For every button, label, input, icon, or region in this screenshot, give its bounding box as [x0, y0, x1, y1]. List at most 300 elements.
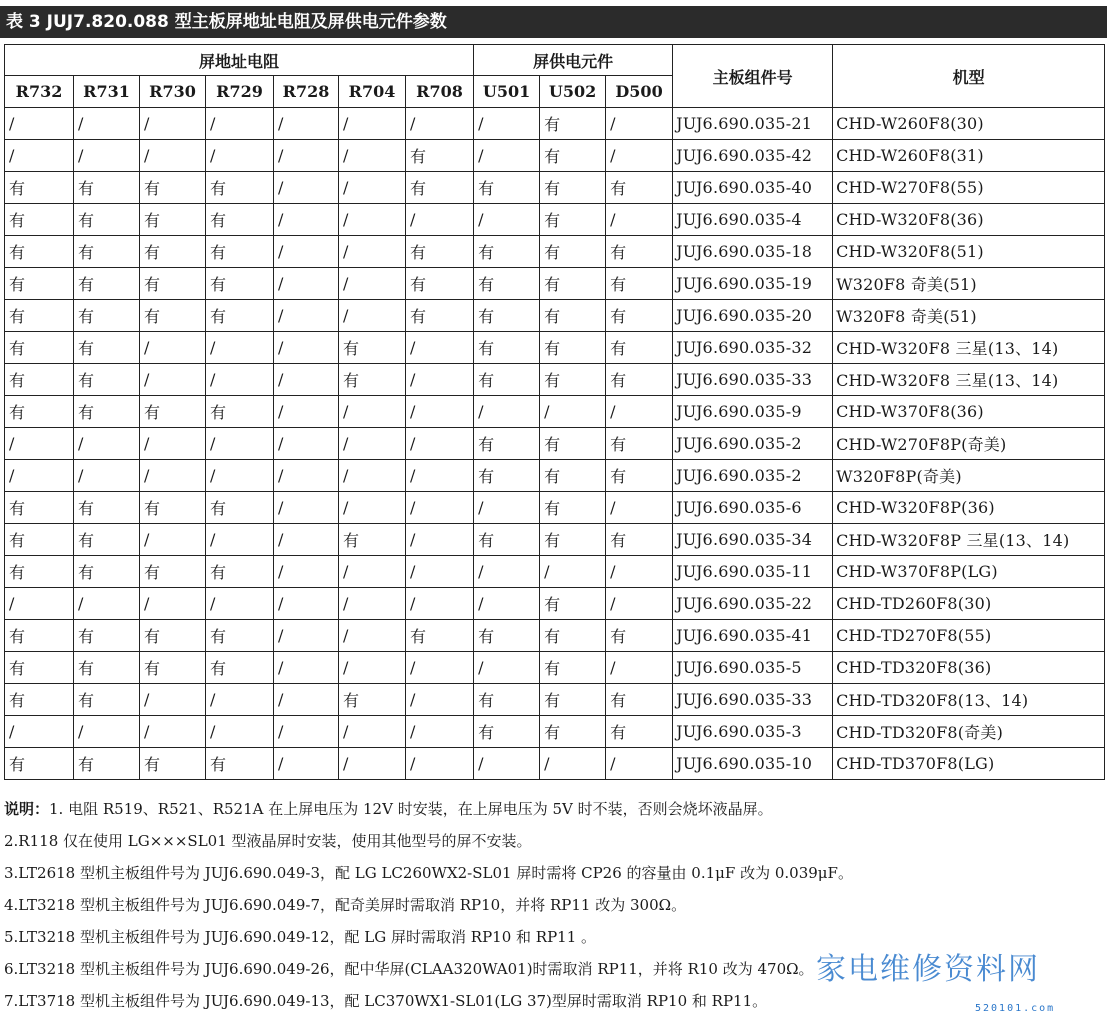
model-cell: CHD-TD370F8(LG)	[833, 748, 1105, 780]
table-cell: 有	[606, 172, 673, 204]
table-cell: /	[406, 716, 474, 748]
table-cell: /	[606, 396, 673, 428]
table-cell: /	[606, 748, 673, 780]
table-cell: 有	[474, 364, 540, 396]
table-row	[5, 748, 1105, 780]
table-cell: /	[540, 748, 606, 780]
table-cell: 有	[540, 140, 606, 172]
table-cell: /	[274, 332, 339, 364]
table-cell: 有	[540, 268, 606, 300]
table-cell: 有	[540, 652, 606, 684]
table-cell: /	[274, 396, 339, 428]
table-cell: /	[74, 460, 140, 492]
table-cell: /	[74, 716, 140, 748]
table-cell: 有	[206, 268, 274, 300]
table-cell: /	[274, 428, 339, 460]
table-cell: 有	[206, 236, 274, 268]
table-cell: /	[339, 172, 406, 204]
model-cell: CHD-TD320F8(36)	[833, 652, 1105, 684]
table-cell: 有	[540, 620, 606, 652]
table-cell: 有	[5, 300, 74, 332]
table-cell: /	[206, 524, 274, 556]
board-number-cell: JUJ6.690.035-18	[673, 236, 833, 268]
table-cell: 有	[74, 268, 140, 300]
table-cell: 有	[206, 492, 274, 524]
model-cell: CHD-TD270F8(55)	[833, 620, 1105, 652]
table-cell: 有	[339, 524, 406, 556]
table-cell: /	[406, 108, 474, 140]
board-number-cell: JUJ6.690.035-10	[673, 748, 833, 780]
table-cell: /	[339, 140, 406, 172]
table-cell: 有	[474, 716, 540, 748]
table-cell: /	[474, 396, 540, 428]
model-cell: W320F8P(奇美)	[833, 460, 1105, 492]
table-cell: /	[406, 556, 474, 588]
watermark-url: 520101.com	[975, 1003, 1056, 1014]
table-cell: 有	[606, 300, 673, 332]
table-cell: /	[274, 364, 339, 396]
power-group-header: 屏供电元件	[474, 45, 673, 76]
board-number-cell: JUJ6.690.035-41	[673, 620, 833, 652]
table-cell: /	[274, 652, 339, 684]
table-cell: 有	[74, 684, 140, 716]
model-cell: CHD-W260F8(30)	[833, 108, 1105, 140]
table-cell: 有	[606, 332, 673, 364]
resistor-group-header: 屏地址电阻	[5, 45, 474, 76]
table-row	[5, 620, 1105, 652]
notes-label: 说明：	[4, 800, 50, 818]
table-cell: 有	[74, 396, 140, 428]
board-number-cell: JUJ6.690.035-40	[673, 172, 833, 204]
table-cell: 有	[606, 364, 673, 396]
table-cell: 有	[74, 172, 140, 204]
column-header: R729	[206, 76, 274, 108]
table-cell: /	[339, 652, 406, 684]
table-cell: 有	[5, 396, 74, 428]
table-cell: /	[406, 396, 474, 428]
note-line-1	[4, 793, 1104, 825]
table-cell: 有	[74, 492, 140, 524]
model-cell: CHD-W320F8P(36)	[833, 492, 1105, 524]
board-number-cell: JUJ6.690.035-4	[673, 204, 833, 236]
table-row	[5, 332, 1105, 364]
table-row	[5, 140, 1105, 172]
table-cell: 有	[206, 396, 274, 428]
table-cell: /	[606, 652, 673, 684]
table-cell: /	[140, 140, 206, 172]
table-row	[5, 556, 1105, 588]
table-cell: 有	[5, 172, 74, 204]
table-cell: /	[339, 428, 406, 460]
table-cell: /	[406, 332, 474, 364]
table-cell: /	[74, 588, 140, 620]
table-cell: /	[339, 556, 406, 588]
table-cell: /	[140, 364, 206, 396]
table-row	[5, 428, 1105, 460]
table-cell: /	[339, 716, 406, 748]
table-cell: 有	[406, 172, 474, 204]
table-cell: /	[140, 524, 206, 556]
model-cell: CHD-W320F8 三星(13、14)	[833, 332, 1105, 364]
model-cell: W320F8 奇美(51)	[833, 300, 1105, 332]
table-cell: /	[206, 716, 274, 748]
table-cell: 有	[606, 620, 673, 652]
table-cell: 有	[474, 460, 540, 492]
table-cell: 有	[140, 172, 206, 204]
note-line-7: 7.LT3718 型机主板组件号为 JUJ6.690.049-13，配 LC370WX1-SL01(LG 37)型屏时需取消 RP10 和 RP11。	[4, 992, 768, 1010]
column-header: R704	[339, 76, 406, 108]
table-cell: /	[206, 108, 274, 140]
board-number-cell: JUJ6.690.035-3	[673, 716, 833, 748]
board-number-cell: JUJ6.690.035-2	[673, 460, 833, 492]
table-cell: /	[606, 492, 673, 524]
table-cell: 有	[206, 204, 274, 236]
board-number-cell: JUJ6.690.035-42	[673, 140, 833, 172]
column-header: R731	[74, 76, 140, 108]
table-cell: /	[5, 460, 74, 492]
table-cell: 有	[606, 716, 673, 748]
table-cell: /	[540, 396, 606, 428]
table-cell: /	[606, 588, 673, 620]
table-cell: /	[274, 748, 339, 780]
table-row	[5, 524, 1105, 556]
table-cell: /	[274, 172, 339, 204]
board-number-cell: JUJ6.690.035-9	[673, 396, 833, 428]
table-cell: 有	[74, 652, 140, 684]
table-cell: 有	[74, 300, 140, 332]
table-cell: 有	[140, 748, 206, 780]
table-cell: 有	[606, 236, 673, 268]
table-cell: 有	[74, 524, 140, 556]
table-cell: /	[606, 108, 673, 140]
table-cell: 有	[74, 364, 140, 396]
table-cell: 有	[406, 300, 474, 332]
model-cell: CHD-W370F8(36)	[833, 396, 1105, 428]
table-body	[5, 108, 1105, 780]
table-cell: 有	[74, 620, 140, 652]
table-cell: /	[474, 652, 540, 684]
board-number-cell: JUJ6.690.035-20	[673, 300, 833, 332]
table-cell: /	[274, 108, 339, 140]
table-row	[5, 268, 1105, 300]
table-cell: /	[274, 716, 339, 748]
model-cell: CHD-TD320F8(奇美)	[833, 716, 1105, 748]
table-row	[5, 300, 1105, 332]
table-cell: 有	[606, 684, 673, 716]
table-cell: /	[206, 332, 274, 364]
table-cell: /	[339, 268, 406, 300]
table-cell: 有	[540, 172, 606, 204]
table-row	[5, 172, 1105, 204]
table-cell: /	[274, 236, 339, 268]
model-cell: CHD-W370F8P(LG)	[833, 556, 1105, 588]
table-cell: 有	[5, 524, 74, 556]
table-cell: 有	[474, 332, 540, 364]
table-cell: /	[140, 588, 206, 620]
table-cell: 有	[474, 620, 540, 652]
table-cell: 有	[5, 364, 74, 396]
table-cell: /	[274, 556, 339, 588]
table-cell: /	[474, 748, 540, 780]
table-cell: /	[606, 204, 673, 236]
table-cell: 有	[540, 364, 606, 396]
table-cell: /	[274, 300, 339, 332]
table-cell: /	[339, 236, 406, 268]
table-title: 表 3 JUJ7.820.088 型主板屏地址电阻及屏供电元件参数	[0, 6, 1107, 38]
table-cell: /	[74, 428, 140, 460]
note-line-6: 6.LT3218 型机主板组件号为 JUJ6.690.049-26，配中华屏(CLAA320WA01)时需取消 RP11，并将 R10 改为 470Ω。	[4, 960, 814, 978]
table-cell: 有	[5, 556, 74, 588]
table-row	[5, 684, 1105, 716]
table-cell: /	[339, 108, 406, 140]
table-cell: 有	[140, 236, 206, 268]
table-cell: /	[74, 108, 140, 140]
column-header: R728	[274, 76, 339, 108]
table-cell: /	[474, 588, 540, 620]
board-number-cell: JUJ6.690.035-33	[673, 364, 833, 396]
table-cell: /	[274, 684, 339, 716]
table-cell: 有	[206, 620, 274, 652]
table-cell: /	[140, 332, 206, 364]
table-cell: /	[5, 588, 74, 620]
table-cell: 有	[540, 460, 606, 492]
table-cell: 有	[406, 620, 474, 652]
note-line-2: 2.R118 仅在使用 LG×××SL01 型液晶屏时安装，使用其他型号的屏不安装。	[4, 832, 532, 850]
table-cell: 有	[206, 652, 274, 684]
table-cell: /	[140, 684, 206, 716]
table-cell: 有	[406, 268, 474, 300]
watermark-logo: 家电维修资料网	[816, 952, 1040, 987]
table-cell: /	[406, 204, 474, 236]
column-header: U501	[474, 76, 540, 108]
note-line-5: 5.LT3218 型机主板组件号为 JUJ6.690.049-12，配 LG 屏时需取消 RP10 和 RP11 。	[4, 928, 597, 946]
table-cell: /	[339, 396, 406, 428]
table-cell: 有	[5, 652, 74, 684]
parameter-table	[4, 44, 1105, 780]
board-number-cell: JUJ6.690.035-5	[673, 652, 833, 684]
board-number-cell: JUJ6.690.035-19	[673, 268, 833, 300]
table-cell: 有	[5, 492, 74, 524]
note-text: 1. 电阻 R519、R521、R521A 在上屏电压为 12V 时安装，在上屏电压为 5V 时不装，否则会烧坏液晶屏。	[49, 800, 773, 818]
table-cell: /	[5, 716, 74, 748]
model-cell: CHD-W320F8(51)	[833, 236, 1105, 268]
table-cell: 有	[5, 684, 74, 716]
table-cell: 有	[474, 172, 540, 204]
table-cell: /	[474, 108, 540, 140]
table-cell: 有	[606, 524, 673, 556]
table-cell: 有	[206, 556, 274, 588]
table-cell: 有	[74, 204, 140, 236]
table-cell: 有	[74, 748, 140, 780]
table-cell: /	[206, 588, 274, 620]
table-cell: /	[406, 524, 474, 556]
table-cell: 有	[540, 684, 606, 716]
table-cell: /	[74, 140, 140, 172]
table-cell: /	[406, 748, 474, 780]
table-cell: /	[540, 556, 606, 588]
board-number-cell: JUJ6.690.035-34	[673, 524, 833, 556]
table-cell: 有	[540, 716, 606, 748]
table-row	[5, 716, 1105, 748]
table-row	[5, 108, 1105, 140]
table-cell: 有	[474, 428, 540, 460]
table-cell: /	[339, 492, 406, 524]
table-cell: 有	[606, 428, 673, 460]
table-cell: 有	[540, 492, 606, 524]
table-cell: /	[274, 204, 339, 236]
table-cell: 有	[540, 428, 606, 460]
table-cell: /	[206, 428, 274, 460]
column-header: D500	[606, 76, 673, 108]
column-header: R732	[5, 76, 74, 108]
board-number-cell: JUJ6.690.035-33	[673, 684, 833, 716]
table-cell: 有	[140, 300, 206, 332]
table-cell: 有	[540, 236, 606, 268]
board-number-header: 主板组件号	[673, 45, 833, 108]
table-row	[5, 460, 1105, 492]
table-cell: /	[140, 460, 206, 492]
column-header: U502	[540, 76, 606, 108]
table-cell: /	[406, 684, 474, 716]
table-cell: 有	[606, 460, 673, 492]
table-cell: 有	[140, 556, 206, 588]
table-cell: 有	[206, 300, 274, 332]
table-cell: 有	[474, 684, 540, 716]
table-cell: /	[274, 268, 339, 300]
table-cell: /	[274, 588, 339, 620]
table-cell: 有	[406, 140, 474, 172]
model-header: 机型	[833, 45, 1105, 108]
note-line-4: 4.LT3218 型机主板组件号为 JUJ6.690.049-7，配奇美屏时需取消 RP10，并将 RP11 改为 300Ω。	[4, 896, 687, 914]
board-number-cell: JUJ6.690.035-22	[673, 588, 833, 620]
table-cell: 有	[540, 332, 606, 364]
model-cell: CHD-W270F8(55)	[833, 172, 1105, 204]
model-cell: CHD-W320F8(36)	[833, 204, 1105, 236]
table-row	[5, 396, 1105, 428]
table-cell: 有	[474, 268, 540, 300]
table-cell: /	[339, 748, 406, 780]
table-cell: 有	[5, 268, 74, 300]
board-number-cell: JUJ6.690.035-6	[673, 492, 833, 524]
table-cell: 有	[406, 236, 474, 268]
table-row	[5, 236, 1105, 268]
table-cell: 有	[140, 492, 206, 524]
table-cell: 有	[5, 236, 74, 268]
table-cell: 有	[606, 268, 673, 300]
table-cell: /	[206, 364, 274, 396]
table-cell: /	[339, 204, 406, 236]
table-row	[5, 588, 1105, 620]
table-cell: /	[140, 716, 206, 748]
board-number-cell: JUJ6.690.035-32	[673, 332, 833, 364]
table-cell: 有	[5, 620, 74, 652]
table-cell: 有	[140, 396, 206, 428]
table-cell: /	[140, 108, 206, 140]
table-cell: 有	[74, 556, 140, 588]
model-cell: CHD-W320F8 三星(13、14)	[833, 364, 1105, 396]
table-cell: 有	[5, 748, 74, 780]
table-cell: /	[474, 204, 540, 236]
table-cell: /	[406, 492, 474, 524]
table-cell: /	[206, 140, 274, 172]
table-cell: /	[140, 428, 206, 460]
model-cell: CHD-W270F8P(奇美)	[833, 428, 1105, 460]
table-cell: 有	[339, 332, 406, 364]
table-cell: 有	[74, 332, 140, 364]
model-cell: W320F8 奇美(51)	[833, 268, 1105, 300]
table-cell: 有	[206, 748, 274, 780]
table-cell: 有	[540, 300, 606, 332]
model-cell: CHD-W320F8P 三星(13、14)	[833, 524, 1105, 556]
table-cell: /	[274, 524, 339, 556]
table-cell: 有	[74, 236, 140, 268]
table-cell: 有	[140, 268, 206, 300]
table-cell: /	[406, 428, 474, 460]
table-row	[5, 204, 1105, 236]
table-cell: /	[206, 684, 274, 716]
table-cell: /	[406, 460, 474, 492]
table-cell: 有	[206, 172, 274, 204]
table-cell: /	[274, 492, 339, 524]
table-cell: /	[606, 140, 673, 172]
table-cell: 有	[540, 524, 606, 556]
table-cell: 有	[339, 684, 406, 716]
table-row	[5, 364, 1105, 396]
model-cell: CHD-TD260F8(30)	[833, 588, 1105, 620]
table-cell: 有	[140, 204, 206, 236]
table-cell: 有	[540, 108, 606, 140]
column-header: R730	[140, 76, 206, 108]
table-cell: /	[474, 492, 540, 524]
table-cell: /	[339, 460, 406, 492]
table-cell: /	[5, 140, 74, 172]
table-cell: /	[274, 620, 339, 652]
table-cell: 有	[5, 332, 74, 364]
table-cell: 有	[540, 204, 606, 236]
model-cell: CHD-W260F8(31)	[833, 140, 1105, 172]
table-cell: /	[339, 620, 406, 652]
table-cell: /	[5, 428, 74, 460]
table-cell: /	[406, 652, 474, 684]
table-cell: /	[406, 588, 474, 620]
table-row	[5, 652, 1105, 684]
board-number-cell: JUJ6.690.035-11	[673, 556, 833, 588]
table-cell: /	[339, 300, 406, 332]
table-cell: /	[274, 460, 339, 492]
table-cell: /	[339, 588, 406, 620]
table-cell: /	[474, 140, 540, 172]
table-cell: 有	[474, 236, 540, 268]
table-cell: /	[406, 364, 474, 396]
table-cell: /	[474, 556, 540, 588]
table-cell: /	[606, 556, 673, 588]
table-cell: 有	[339, 364, 406, 396]
table-cell: 有	[540, 588, 606, 620]
note-line-3: 3.LT2618 型机主板组件号为 JUJ6.690.049-3，配 LG LC260WX2-SL01 屏时需将 CP26 的容量由 0.1μF 改为 0.039μF。	[4, 864, 853, 882]
column-header: R708	[406, 76, 474, 108]
model-cell: CHD-TD320F8(13、14)	[833, 684, 1105, 716]
board-number-cell: JUJ6.690.035-21	[673, 108, 833, 140]
table-cell: /	[5, 108, 74, 140]
table-cell: 有	[5, 204, 74, 236]
table-cell: 有	[140, 620, 206, 652]
group-header-row	[5, 45, 1105, 76]
table-cell: 有	[474, 524, 540, 556]
table-cell: 有	[474, 300, 540, 332]
table-cell: /	[274, 140, 339, 172]
table-cell: 有	[140, 652, 206, 684]
table-row	[5, 492, 1105, 524]
